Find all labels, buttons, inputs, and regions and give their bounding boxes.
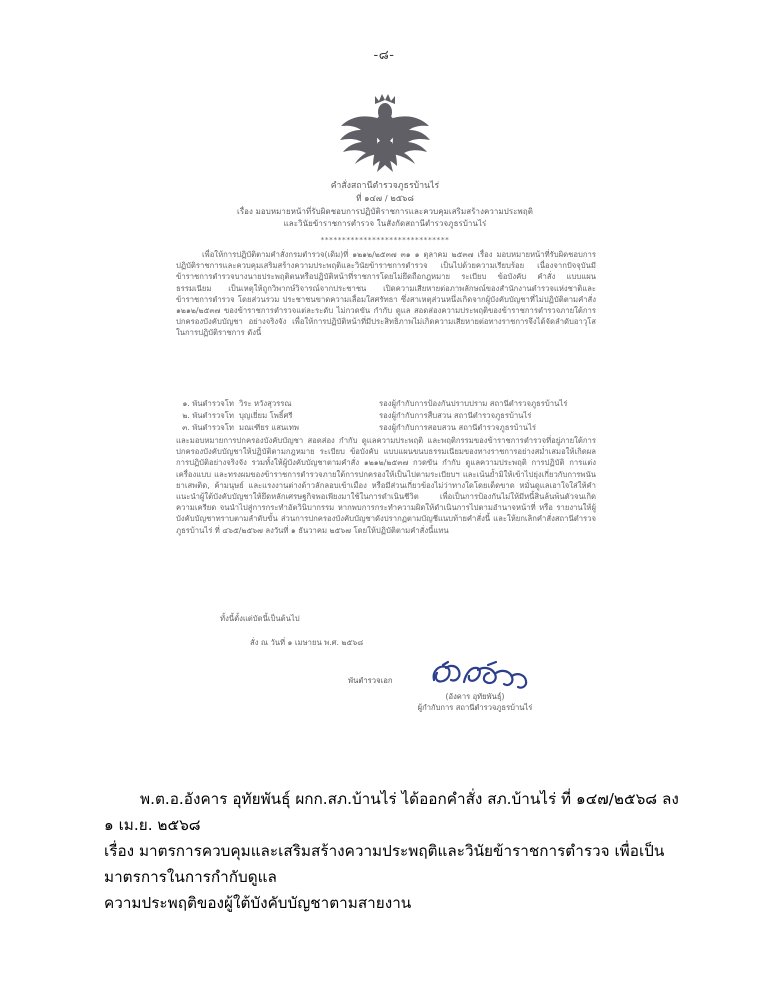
- officer-list-item-2: [176, 410, 596, 421]
- officer-2-number: ๒. พันตำรวจโท: [182, 411, 234, 420]
- officer-1-role: รองผู้กำกับการป้องกันปราบปราม สถานีตำรวจภูธรบ้านไร่: [379, 399, 568, 408]
- order-title: คำสั่งสถานีตำรวจภูธรบ้านไร่: [330, 181, 440, 191]
- officer-3-number: ๓. พันตำรวจโท: [182, 423, 234, 432]
- caption-line-3: ความประพฤติของผู้ใต้บังคับบัญชาตามสายงาน: [104, 894, 412, 912]
- order-paragraph-2: [176, 435, 596, 536]
- caption-line-1: พ.ต.อ.อังคาร อุทัยพันธุ์ ผกก.สภ.บ้านไร่ ได้ออกคำสั่ง สภ.บ้านไร่ ที่ ๑๔๗/๒๕๖๘ ลง ๑ เม.ย. ๒๕๖๘: [104, 790, 679, 834]
- order-paragraph-1-text: เพื่อให้การปฏิบัติตามคำสั่งกรมตำรวจ(เดิม)ที่ ๑๒๑๒/๒๕๓๗ ๓๑ ๑ ตุลาคม ๒๕๓๗ เรื่อง มอบหมายหน้าที่รับผิดชอบการปฏิบัติราชการและควบคุมเสริมสร้างความประพฤติและวินัยข้าราชการตำรวจ เป็นไปด้วยความเรียบร้อย เนื่องจากปัจจุบันมีข้าราชการตำรวจบางนายประพฤติตนหรือปฏิบัติหน้าที่ราชการโดยไม่ยึดถือกฎหมาย ระเบียบ ข้อบังคับ คำสั่ง แบบแผน ธรรมเนียม เป็นเหตุให้ถูกวิพากษ์วิจารณ์จากประชาชน เปิดความเสียหายต่อภาพลักษณ์ของสำนักงานตำรวจแห่งชาติและข้าราชการตำรวจ โดยส่วนรวม ประชาชนขาดความเลื่อมใสศรัทธา ซึ่งสาเหตุส่วนหนึ่งเกิดจากผู้บังคับบัญชาที่ไม่ปฏิบัติตามคำสั่ง ๑๒๑๒/๒๕๓๗ ของข้าราชการตำรวจแต่ละระดับ ไม่กวดขัน กำกับ ดูแล สอดส่องความประพฤติของข้าราชการตำรวจภายใต้การปกครองบังคับบัญชา อย่างจริงจัง เพื่อให้การปฏิบัติหน้าที่มีประสิทธิภาพไม่เกิดความเสียหายต่อทางราชการจึงได้จัดลำดับอาวุโส ในการปฏิบัติราชการ ดังนี้: [176, 250, 596, 338]
- asterisk-divider: ******************************: [320, 235, 450, 244]
- signature-rank-row: [330, 662, 620, 692]
- officer-list-item-3: [176, 422, 596, 433]
- signature-position: ผู้กำกับการ สถานีตำรวจภูธรบ้านไร่: [417, 702, 533, 712]
- handwritten-signature-icon: [426, 660, 536, 692]
- officer-3-name: มณเฑียร แสนเทพ: [239, 423, 299, 432]
- officer-3-role: รองผู้กำกับการสอบสวน สถานีตำรวจภูธรบ้านไร่: [379, 423, 537, 432]
- caption-line-2: เรื่อง มาตรการควบคุมและเสริมสร้างความประพฤติและวินัยข้าราชการตำรวจ เพื่อเป็นมาตรการในการกำกับดูแล: [104, 842, 665, 886]
- officer-list-item-1: [176, 398, 596, 409]
- order-subject-line-2: และวินัยข้าราชการตำรวจ ในสังกัดสถานีตำรวจภูธรบ้านไร่: [283, 219, 487, 228]
- signature-rank: พันตำรวจเอก: [348, 676, 393, 685]
- scanned-order-document: [150, 86, 620, 736]
- officer-1-number: ๑. พันตำรวจโท: [182, 399, 234, 408]
- order-subject-line-1: เรื่อง มอบหมายหน้าที่รับผิดชอบการปฏิบัติราชการและควบคุมเสริมสร้างความประพฤติ: [237, 207, 533, 216]
- officer-2-name: บุญเยี่ยม โพธิ์ศรี: [239, 411, 293, 420]
- garuda-emblem-icon: [337, 92, 433, 174]
- order-paragraph-1: [176, 249, 596, 339]
- signature-name: (อังคาร อุทัยพันธุ์): [445, 692, 505, 701]
- effective-date-note: ทั้งนี้ตั้งแต่บัดนี้เป็นต้นไป: [220, 614, 300, 623]
- officer-2-role: รองผู้กำกับการสืบสวน สถานีตำรวจภูธรบ้านไร่: [379, 411, 532, 420]
- order-number: ที่ ๑๔๗ / ๒๕๖๘: [356, 193, 414, 203]
- issued-date-line: สั่ง ณ วันที่ ๑ เมษายน พ.ศ. ๒๕๖๘: [250, 638, 364, 647]
- signature-block: [330, 662, 620, 713]
- caption-block: [104, 786, 684, 916]
- page-number: -๘-: [373, 48, 395, 63]
- order-paragraph-2-text: และมอบหมายการปกครองบังคับบัญชา สอดส่อง กำกับ ดูแลความประพฤติ และพฤติกรรมของข้าราชการตำรวจที่อยู่ภายใต้การปกครองบังคับบัญชาให้ปฏิบัติตามกฎหมาย ระเบียบ ข้อบังคับ แบบแผนขนบธรรมเนียมของทางราชการอย่างสม่ำเสมอให้เกิดผลการปฏิบัติอย่างจริงจัง รวมทั้งให้ผู้บังคับบัญชาตามคำสั่ง ๑๒๑๒/๒๕๓๗ กวดขัน กำกับ ดูแลความประพฤติ การปฏิบัติ การแต่งเครื่องแบบ และทรงผมของข้าราชการตำรวจภายใต้การปกครองให้เป็นไปตามระเบียบฯ และเน้นย้ำมิให้เข้าไปยุ่งเกี่ยวกับการพนัน ยาเสพติด, ค้ามนุษย์ และแรงงานต่างด้าวลักลอบเข้าเมือง หรือมีส่วนเกี่ยวข้องไม่ว่าทางใดโดยเด็ดขาด หมั่นดูแลเอาใจใส่ให้คำแนะนำผู้ใต้บังคับบัญชาให้ยึดหลักเศรษฐกิจพอเพียงมาใช้ในการดำเนินชีวิต เพื่อเป็นการป้องกันไม่ให้มีหนี้สินล้นพ้นตัวจนเกิดความเครียด จนนำไปสู่การกระทำอัตวินิบากรรม หากพบการกระทำความผิดให้ดำเนินการไปตามอำนาจหน้าที่ หรือ รายงานให้ผู้บังคับบัญชาทราบตามลำดับขั้น ส่วนการปกครองบังคับบัญชาดังปรากฏตามบัญชีแนบท้ายคำสั่งนี้ และให้ยกเลิกคำสั่งสถานีตำรวจภูธรบ้านไร่ ที่ ๔๖๕/๒๕๖๗ ลงวันที่ ๑ ธันวาคม ๒๕๖๗ โดยให้ปฏิบัติตามคำสั่งนี้แทน: [176, 436, 596, 535]
- officer-1-name: วิระ หวังสุวรรณ: [239, 399, 292, 408]
